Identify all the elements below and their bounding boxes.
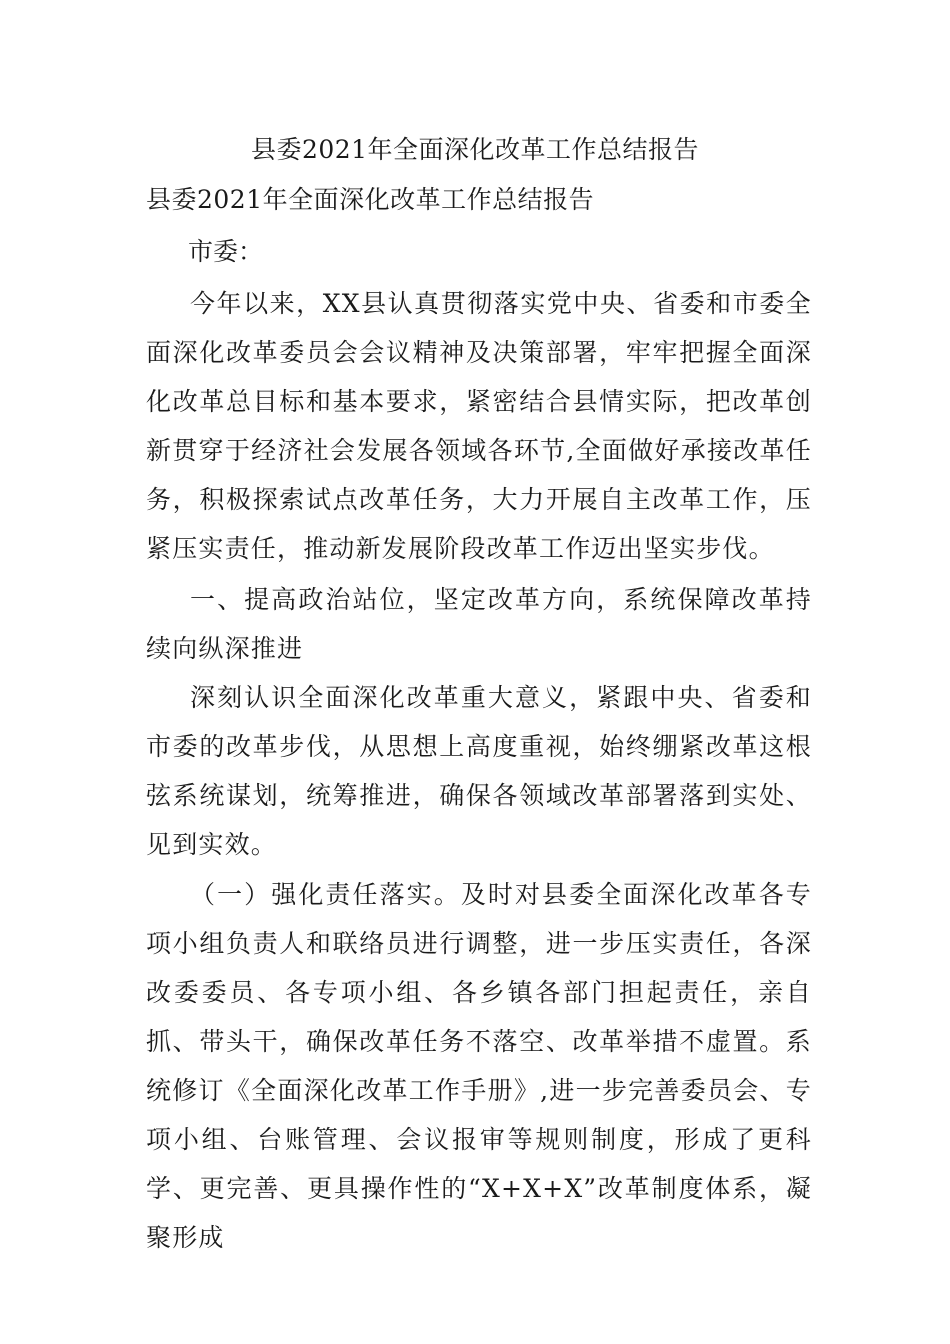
paragraph-section-1: 深刻认识全面深化改革重大意义，紧跟中央、省委和市委的改革步伐，从思想上高度重视，始终绷紧改革这根弦系统谋划，统筹推进，确保各领域改革部署落到实处、见到实效。	[146, 683, 812, 859]
document-subtitle: 县委2021年全面深化改革工作总结报告	[146, 185, 595, 214]
document-title: 县委2021年全面深化改革工作总结报告	[250, 135, 700, 164]
paragraph-intro: 今年以来，XX县认真贯彻落实党中央、省委和市委全面深化改革委员会会议精神及决策部署，牢牢把握全面深化改革总目标和基本要求，紧密结合县情实际，把改革创新贯穿于经济社会发展各领域各环节,全面做好承接改革任务，积极探索试点改革任务，大力开展自主改革工作，压紧压实责任，推动新发展阶段改革工作迈出坚实步伐。	[146, 289, 812, 563]
section-heading-1: 一、提高政治站位，坚定改革方向，系统保障改革持续向纵深推进	[146, 585, 812, 663]
paragraph-subsection-1: （一）强化责任落实。及时对县委全面深化改革各专项小组负责人和联络员进行调整，进一步压实责任，各深改委委员、各专项小组、各乡镇各部门担起责任，亲自抓、带头干，确保改革任务不落空、改革举措不虚置。系统修订《全面深化改革工作手册》,进一步完善委员会、专项小组、台账管理、会议报审等规则制度，形成了更科学、更完善、更具操作性的“X+X+X”改革制度体系，凝聚形成	[146, 880, 812, 1252]
salutation: 市委：	[188, 237, 264, 266]
